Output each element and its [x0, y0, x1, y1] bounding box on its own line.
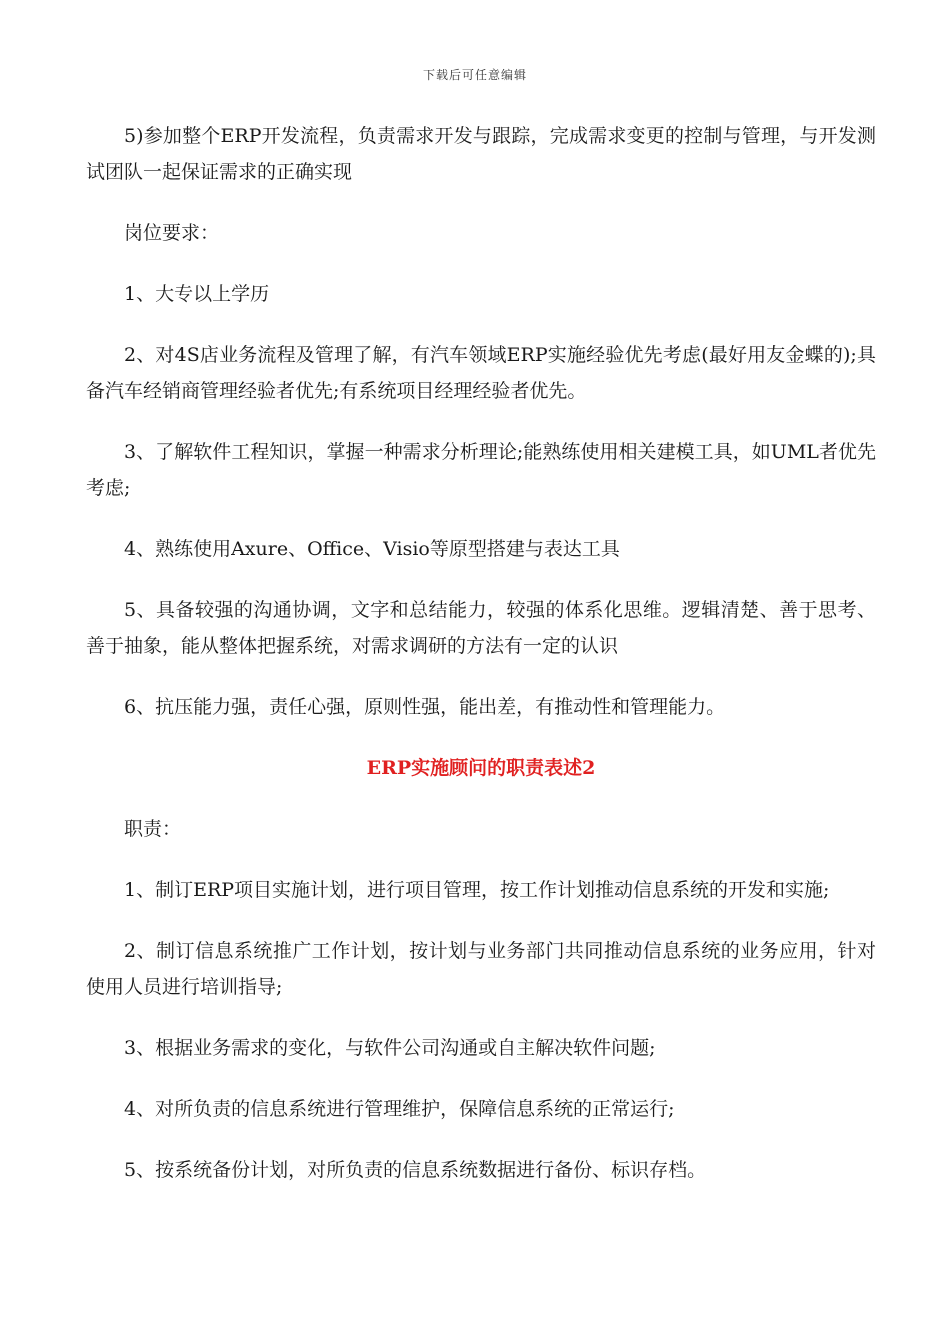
paragraph-req-5: 5、具备较强的沟通协调，文字和总结能力，较强的体系化思维。逻辑清楚、善于思考、善于抽象，能从整体把握系统，对需求调研的方法有一定的认识: [86, 599, 876, 657]
paragraph-req-3: 3、了解软件工程知识，掌握一种需求分析理论;能熟练使用相关建模工具，如UML者优先考虑;: [86, 441, 876, 499]
paragraph-req-6: 6、抗压能力强，责任心强，原则性强，能出差，有推动性和管理能力。: [124, 696, 726, 718]
paragraph-req-2: 2、对4S店业务流程及管理了解，有汽车领域ERP实施经验优先考虑(最好用友金蝶的);具备汽车经销商管理经验者优先;有系统项目经理经验者优先。: [86, 344, 876, 402]
paragraph-job-requirements-label: 岗位要求：: [124, 222, 220, 244]
paragraph-duty-1: 1、制订ERP项目实施计划，进行项目管理，按工作计划推动信息系统的开发和实施;: [124, 879, 830, 901]
paragraph-req-1: 1、大专以上学历: [124, 283, 270, 305]
paragraph-duty-2: 2、制订信息系统推广工作计划，按计划与业务部门共同推动信息系统的业务应用，针对使用人员进行培训指导;: [86, 940, 876, 998]
paragraph-5-participate: 5)参加整个ERP开发流程，负责需求开发与跟踪，完成需求变更的控制与管理，与开发测试团队一起保证需求的正确实现: [86, 125, 876, 183]
paragraph-duties-label: 职责：: [124, 818, 182, 840]
paragraph-duty-3: 3、根据业务需求的变化，与软件公司沟通或自主解决软件问题;: [124, 1037, 656, 1059]
page-header: 下载后可任意编辑: [422, 68, 527, 82]
section-heading: ERP实施顾问的职责表述2: [366, 757, 596, 779]
paragraph-duty-4: 4、对所负责的信息系统进行管理维护，保障信息系统的正常运行;: [124, 1098, 675, 1120]
paragraph-duty-5: 5、按系统备份计划，对所负责的信息系统数据进行备份、标识存档。: [124, 1159, 707, 1181]
document-body: [86, 118, 876, 1213]
paragraph-req-4: 4、熟练使用Axure、Office、Visio等原型搭建与表达工具: [124, 538, 620, 560]
